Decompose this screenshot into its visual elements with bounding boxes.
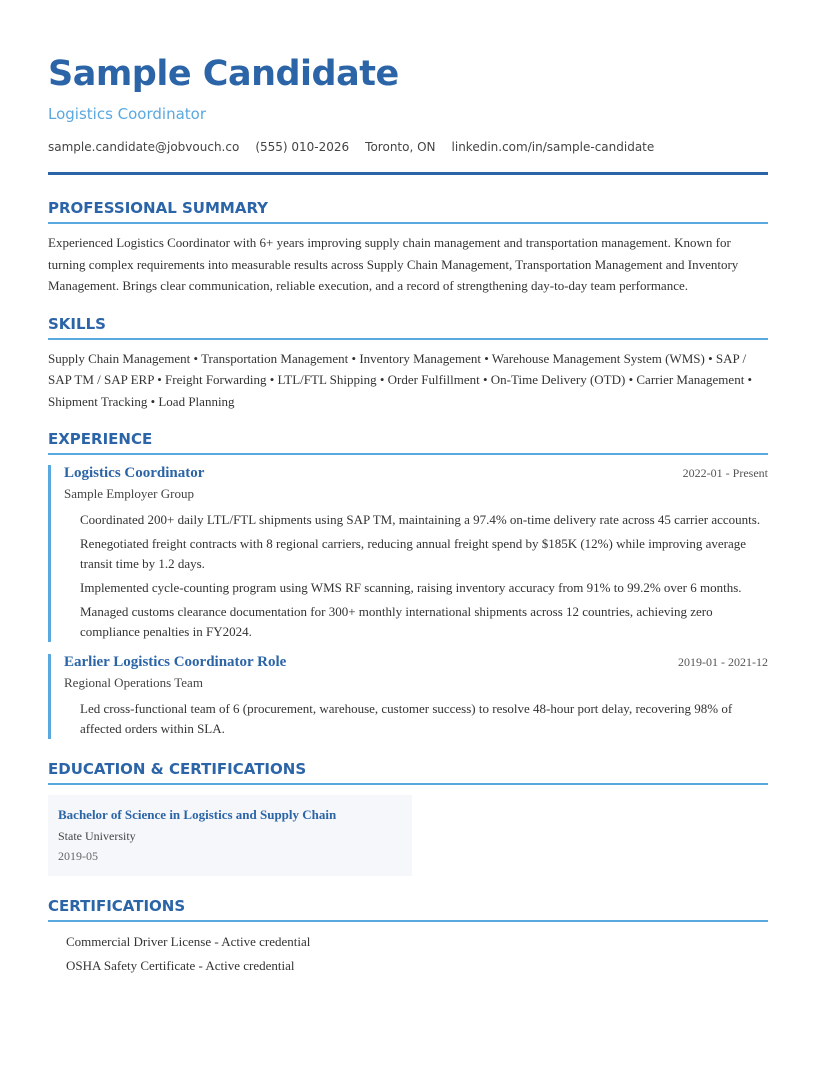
job-bullet: Renegotiated freight contracts with 8 regional carriers, reducing annual freight spend by $185K (12%) while improving average transit time by 1.2 days. bbox=[80, 536, 747, 571]
job-dates: 2022-01 - Present bbox=[682, 466, 768, 480]
job-bullet: Managed customs clearance documentation for 300+ monthly international shipments across 12 countries, achieving zero compliance penalties in FY2024. bbox=[80, 604, 713, 639]
summary-section bbox=[48, 198, 768, 297]
education-date: 2019-05 bbox=[58, 849, 98, 863]
contact-email[interactable]: sample.candidate@jobvouch.co bbox=[48, 140, 240, 154]
education-section bbox=[48, 759, 768, 876]
experience-heading: EXPERIENCE bbox=[48, 429, 768, 455]
contact-phone: (555) 010-2026 bbox=[255, 140, 350, 154]
certification-item: OSHA Safety Certificate - Active credential bbox=[66, 958, 295, 973]
job-bullets bbox=[64, 510, 768, 642]
job-company: Regional Operations Team bbox=[64, 675, 203, 690]
education-card bbox=[48, 795, 412, 876]
job-bullets bbox=[64, 699, 768, 739]
skills-heading: SKILLS bbox=[48, 314, 768, 340]
contact-location: Toronto, ON bbox=[365, 140, 436, 154]
summary-heading: PROFESSIONAL SUMMARY bbox=[48, 198, 768, 224]
header-divider bbox=[48, 172, 768, 175]
job-title: Earlier Logistics Coordinator Role bbox=[64, 654, 287, 670]
job-header bbox=[64, 654, 768, 671]
job-entry bbox=[48, 465, 768, 642]
skills-text: Supply Chain Management • Transportation Management • Inventory Management • Warehouse Management System (WMS) • SAP / SAP TM / SAP ERP • Freight Forwarding • LTL/FTL Shipping • Order Fulfillment • On-Time Delivery (OTD) • Carrier Management • Shipment Tracking • Load Planning bbox=[48, 350, 753, 409]
resume-content bbox=[48, 52, 768, 978]
certifications-section bbox=[48, 896, 768, 978]
education-heading: EDUCATION & CERTIFICATIONS bbox=[48, 759, 768, 785]
job-company: Sample Employer Group bbox=[64, 486, 194, 501]
contact-linkedin[interactable]: linkedin.com/in/sample-candidate bbox=[451, 140, 655, 154]
job-header bbox=[64, 465, 768, 482]
certifications-list bbox=[48, 930, 768, 978]
certifications-heading: CERTIFICATIONS bbox=[48, 896, 768, 922]
candidate-title: Logistics Coordinator bbox=[48, 105, 206, 123]
contact-line bbox=[48, 138, 768, 156]
job-bullet: Led cross-functional team of 6 (procurement, warehouse, customer success) to resolve 48-hour port delay, recovering 98% of affected orders within SLA. bbox=[80, 701, 733, 736]
experience-section bbox=[48, 429, 768, 739]
job-dates: 2019-01 - 2021-12 bbox=[678, 655, 768, 669]
job-entry bbox=[48, 654, 768, 739]
job-bullet: Implemented cycle-counting program using WMS RF scanning, raising inventory accuracy from 91% to 99.2% over 6 months. bbox=[80, 580, 742, 595]
candidate-name: Sample Candidate bbox=[48, 54, 399, 94]
skills-section bbox=[48, 314, 768, 413]
job-title: Logistics Coordinator bbox=[64, 465, 205, 481]
summary-text: Experienced Logistics Coordinator with 6+ years improving supply chain management and transportation management. Known for turning complex requirements into measurable results across Supply Chain Management, Transportation Management and Inventory Management. Brings clear communication, reliable execution, and a record of strengthening day-to-day team performance. bbox=[48, 235, 739, 293]
job-bullet: Coordinated 200+ daily LTL/FTL shipments using SAP TM, maintaining a 97.4% on-time delivery rate across 45 carrier accounts. bbox=[80, 512, 761, 527]
education-degree: Bachelor of Science in Logistics and Supply Chain bbox=[58, 807, 337, 822]
education-school: State University bbox=[58, 829, 136, 843]
certification-item: Commercial Driver License - Active credential bbox=[66, 934, 311, 949]
